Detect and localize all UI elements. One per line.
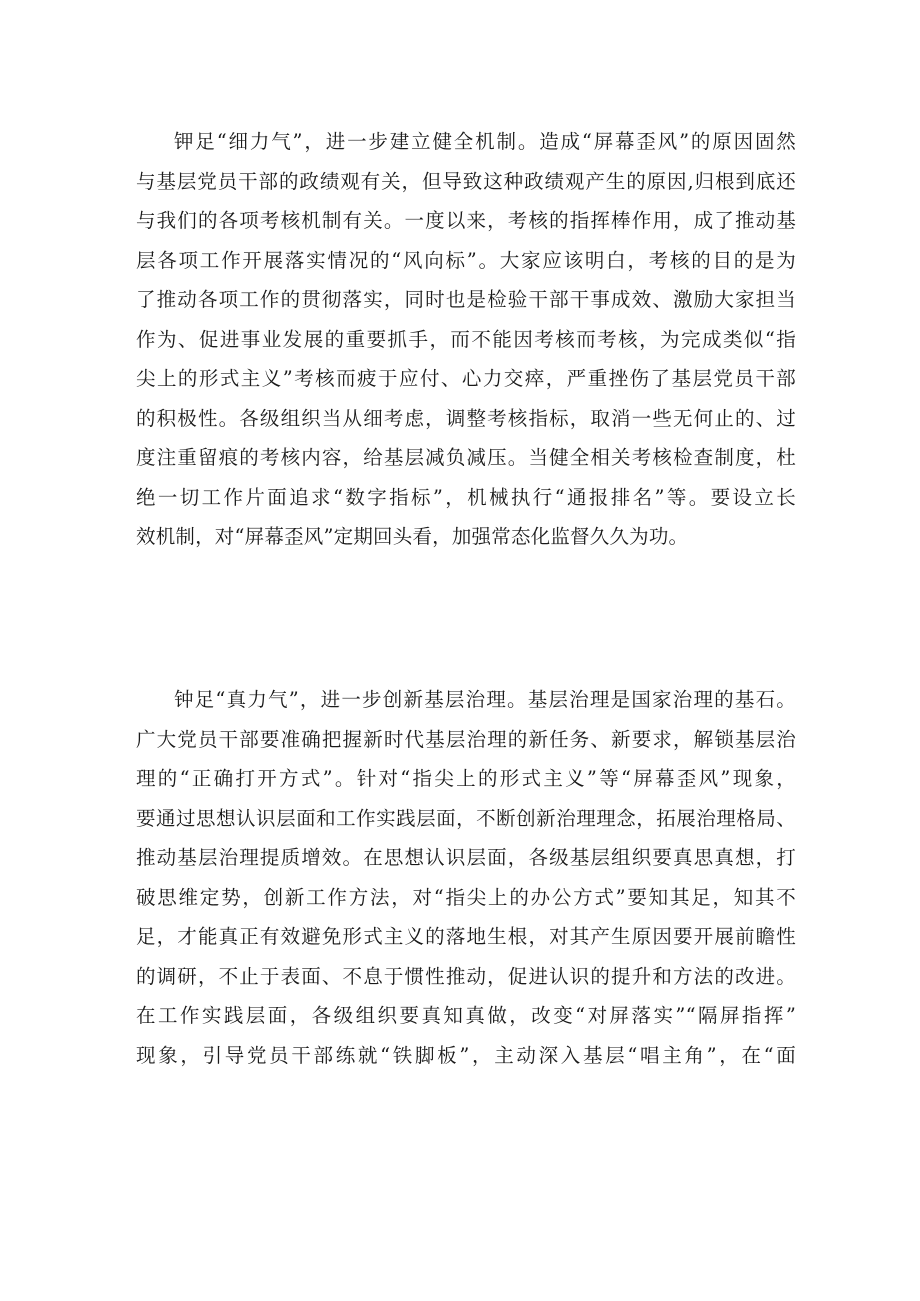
paragraph-line: 要通过思想认识层面和工作实践层面，不断创新治理理念，拓展治理格局、 [136, 806, 796, 830]
paragraph-line: 足，才能真正有效避免形式主义的落地生根，对其产生原因要开展前瞻性 [136, 925, 796, 948]
paragraph-line: 的调研，不止于表面、不息于惯性推动，促进认识的提升和方法的改进。 [136, 964, 796, 988]
paragraph-line: 广大党员干部要准确把握新时代基层治理的新任务、新要求，解锁基层治 [136, 727, 796, 751]
paragraph-line: 了推动各项工作的贯彻落实，同时也是检验干部干事成效、激励大家担当 [136, 288, 796, 311]
paragraph-line: 尖上的形式主义”考核而疲于应付、心力交瘁，严重挫伤了基层党员干部 [136, 367, 796, 390]
paragraph-line: 与基层党员干部的政绩观有关，但导致这种政绩观产生的原因,归根到底还 [136, 169, 796, 193]
paragraph-line: 度注重留痕的考核内容，给基层减负减压。当健全相关考核检查制度，杜 [136, 446, 796, 469]
paragraph-grassroots-governance [136, 680, 796, 1075]
paragraph-line: 理的“正确打开方式”。针对“指尖上的形式主义”等“屏幕歪风”现象， [136, 767, 796, 790]
paragraph-line: 作为、促进事业发展的重要抓手，而不能因考核而考核，为完成类似“指 [136, 327, 796, 351]
paragraph-line: 钾足“细力气”，进一步建立健全机制。造成“屏幕歪风”的原因固然 [174, 130, 796, 153]
paragraph-line: 的积极性。各级组织当从细考虑，调整考核指标，取消一些无何止的、过 [136, 406, 796, 430]
paragraph-line: 绝一切工作片面追求“数字指标”，机械执行“通报排名”等。要设立长 [136, 485, 796, 509]
paragraph-line: 钟足“真力气”，进一步创新基层治理。基层治理是国家治理的基石。 [174, 688, 796, 711]
paragraph-line: 层各项工作开展落实情况的“风向标”。大家应该明白，考核的目的是为 [136, 248, 796, 272]
paragraph-line: 破思维定势，创新工作方法，对“指尖上的办公方式”要知其足，知其不 [136, 885, 796, 909]
paragraph-line: 效机制，对“屏幕歪风”定期回头看，加强常态化监督久久为功。 [136, 525, 689, 548]
paragraph-line: 与我们的各项考核机制有关。一度以来，考核的指挥棒作用，成了推动基 [136, 209, 796, 232]
paragraph-line: 现象，引导党员干部练就“铁脚板”，主动深入基层“唱主角”，在“面 [136, 1043, 796, 1067]
paragraph-line: 推动基层治理提质增效。在思想认识层面，各级基层组织要真思真想，打 [136, 846, 796, 869]
paragraph-line: 在工作实践层面，各级组织要真知真做，改变“对屏落实”“隔屏指挥” [136, 1004, 796, 1027]
paragraph-assessment-mechanism [136, 122, 796, 557]
